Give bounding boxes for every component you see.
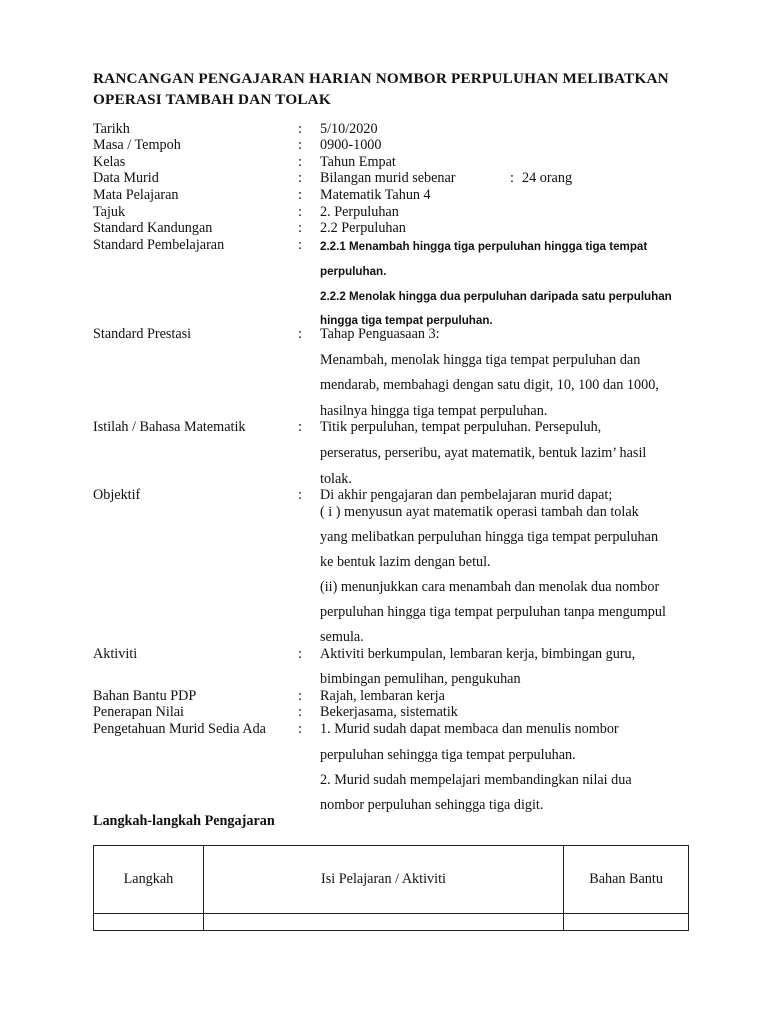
field-value: 2.2 Perpuluhan — [320, 220, 406, 236]
field-line: perpuluhan. — [320, 265, 387, 278]
table-header-bahan: Bahan Bantu — [564, 846, 689, 914]
field-value: 5/10/2020 — [320, 121, 378, 137]
steps-heading: Langkah-langkah Pengajaran — [93, 813, 275, 829]
field-label: Tajuk — [93, 204, 126, 220]
field-label: Aktiviti — [93, 646, 138, 662]
field-line: bimbingan pemulihan, pengukuhan — [320, 671, 521, 687]
field-colon: : — [298, 204, 302, 220]
field-colon: : — [298, 170, 302, 186]
steps-table — [93, 845, 689, 931]
field-label: Tarikh — [93, 121, 130, 137]
field-line: yang melibatkan perpuluhan hingga tiga tempat perpuluhan — [320, 529, 659, 545]
field-value: 0900-1000 — [320, 137, 382, 153]
field-line: semula. — [320, 629, 364, 645]
field-line: Aktiviti berkumpulan, lembaran kerja, bimbingan guru, — [320, 646, 636, 662]
field-line: perseratus, perseribu, ayat matematik, bentuk lazim’ hasil — [320, 445, 647, 461]
field-colon: : — [298, 326, 302, 342]
field-label: Mata Pelajaran — [93, 187, 179, 203]
field-label: Bahan Bantu PDP — [93, 688, 197, 704]
field-colon: : — [298, 646, 302, 662]
field-value: Bilangan murid sebenar — [320, 170, 456, 186]
title-line-2: OPERASI TAMBAH DAN TOLAK — [93, 91, 331, 108]
table-cell[interactable] — [203, 914, 563, 931]
table-header-langkah: Langkah — [94, 846, 204, 914]
field-line: nombor perpuluhan sehingga tiga digit. — [320, 797, 544, 813]
field-line: mendarab, membahagi dengan satu digit, 10, 100 dan 1000, — [320, 377, 659, 393]
field-colon: : — [298, 121, 302, 137]
table-header-row — [94, 846, 689, 914]
field-label: Pengetahuan Murid Sedia Ada — [93, 721, 266, 737]
field-label: Istilah / Bahasa Matematik — [93, 419, 246, 435]
field-line: perpuluhan hingga tiga tempat perpuluhan tanpa mengumpul — [320, 604, 666, 620]
table-cell[interactable] — [94, 914, 204, 931]
field-line: 2.2.1 Menambah hingga tiga perpuluhan hingga tiga tempat — [320, 240, 648, 253]
field-line: Di akhir pengajaran dan pembelajaran murid dapat; — [320, 487, 613, 503]
field-value: Tahun Empat — [320, 154, 396, 170]
field-colon: : — [298, 187, 302, 203]
field-value: 2. Perpuluhan — [320, 204, 399, 220]
table-header-isi: Isi Pelajaran / Aktiviti — [203, 846, 563, 914]
field-label: Standard Kandungan — [93, 220, 213, 236]
document-title — [93, 68, 693, 110]
field-colon: : — [298, 220, 302, 236]
field-label: Objektif — [93, 487, 141, 503]
field-extra-value: 24 orang — [522, 170, 573, 186]
field-line: 1. Murid sudah dapat membaca dan menulis nombor — [320, 721, 619, 737]
field-label: Standard Prestasi — [93, 326, 192, 342]
field-colon: : — [298, 137, 302, 153]
field-label: Kelas — [93, 154, 126, 170]
field-line: (ii) menunjukkan cara menambah dan menolak dua nombor — [320, 579, 660, 595]
table-cell[interactable] — [564, 914, 689, 931]
field-value: Rajah, lembaran kerja — [320, 688, 445, 704]
field-line: ( i ) menyusun ayat matematik operasi tambah dan tolak — [320, 504, 639, 520]
field-value: Matematik Tahun 4 — [320, 187, 431, 203]
field-colon: : — [298, 688, 302, 704]
field-colon: : — [298, 237, 302, 253]
field-line: 2.2.2 Menolak hingga dua perpuluhan daripada satu perpuluhan — [320, 290, 672, 303]
field-line: ke bentuk lazim dengan betul. — [320, 554, 491, 570]
field-line: Menambah, menolak hingga tiga tempat perpuluhan dan — [320, 352, 641, 368]
field-label: Data Murid — [93, 170, 159, 186]
field-colon: : — [298, 721, 302, 737]
field-label: Masa / Tempoh — [93, 137, 181, 153]
field-line: perpuluhan sehingga tiga tempat perpuluhan. — [320, 747, 576, 763]
field-line: 2. Murid sudah mempelajari membandingkan nilai dua — [320, 772, 632, 788]
field-line: hingga tiga tempat perpuluhan. — [320, 314, 493, 327]
field-label: Penerapan Nilai — [93, 704, 184, 720]
field-extra-colon: : — [510, 170, 514, 186]
table-row — [94, 914, 689, 931]
field-line: Tahap Penguasaan 3: — [320, 326, 440, 342]
field-colon: : — [298, 704, 302, 720]
field-value: Bekerjasama, sistematik — [320, 704, 458, 720]
title-line-1: RANCANGAN PENGAJARAN HARIAN NOMBOR PERPULUHAN MELIBATKAN — [93, 70, 669, 87]
field-colon: : — [298, 487, 302, 503]
field-colon: : — [298, 154, 302, 170]
field-colon: : — [298, 419, 302, 435]
field-line: hasilnya hingga tiga tempat perpuluhan. — [320, 403, 548, 419]
field-label: Standard Pembelajaran — [93, 237, 225, 253]
field-line: Titik perpuluhan, tempat perpuluhan. Persepuluh, — [320, 419, 602, 435]
field-line: tolak. — [320, 471, 352, 487]
